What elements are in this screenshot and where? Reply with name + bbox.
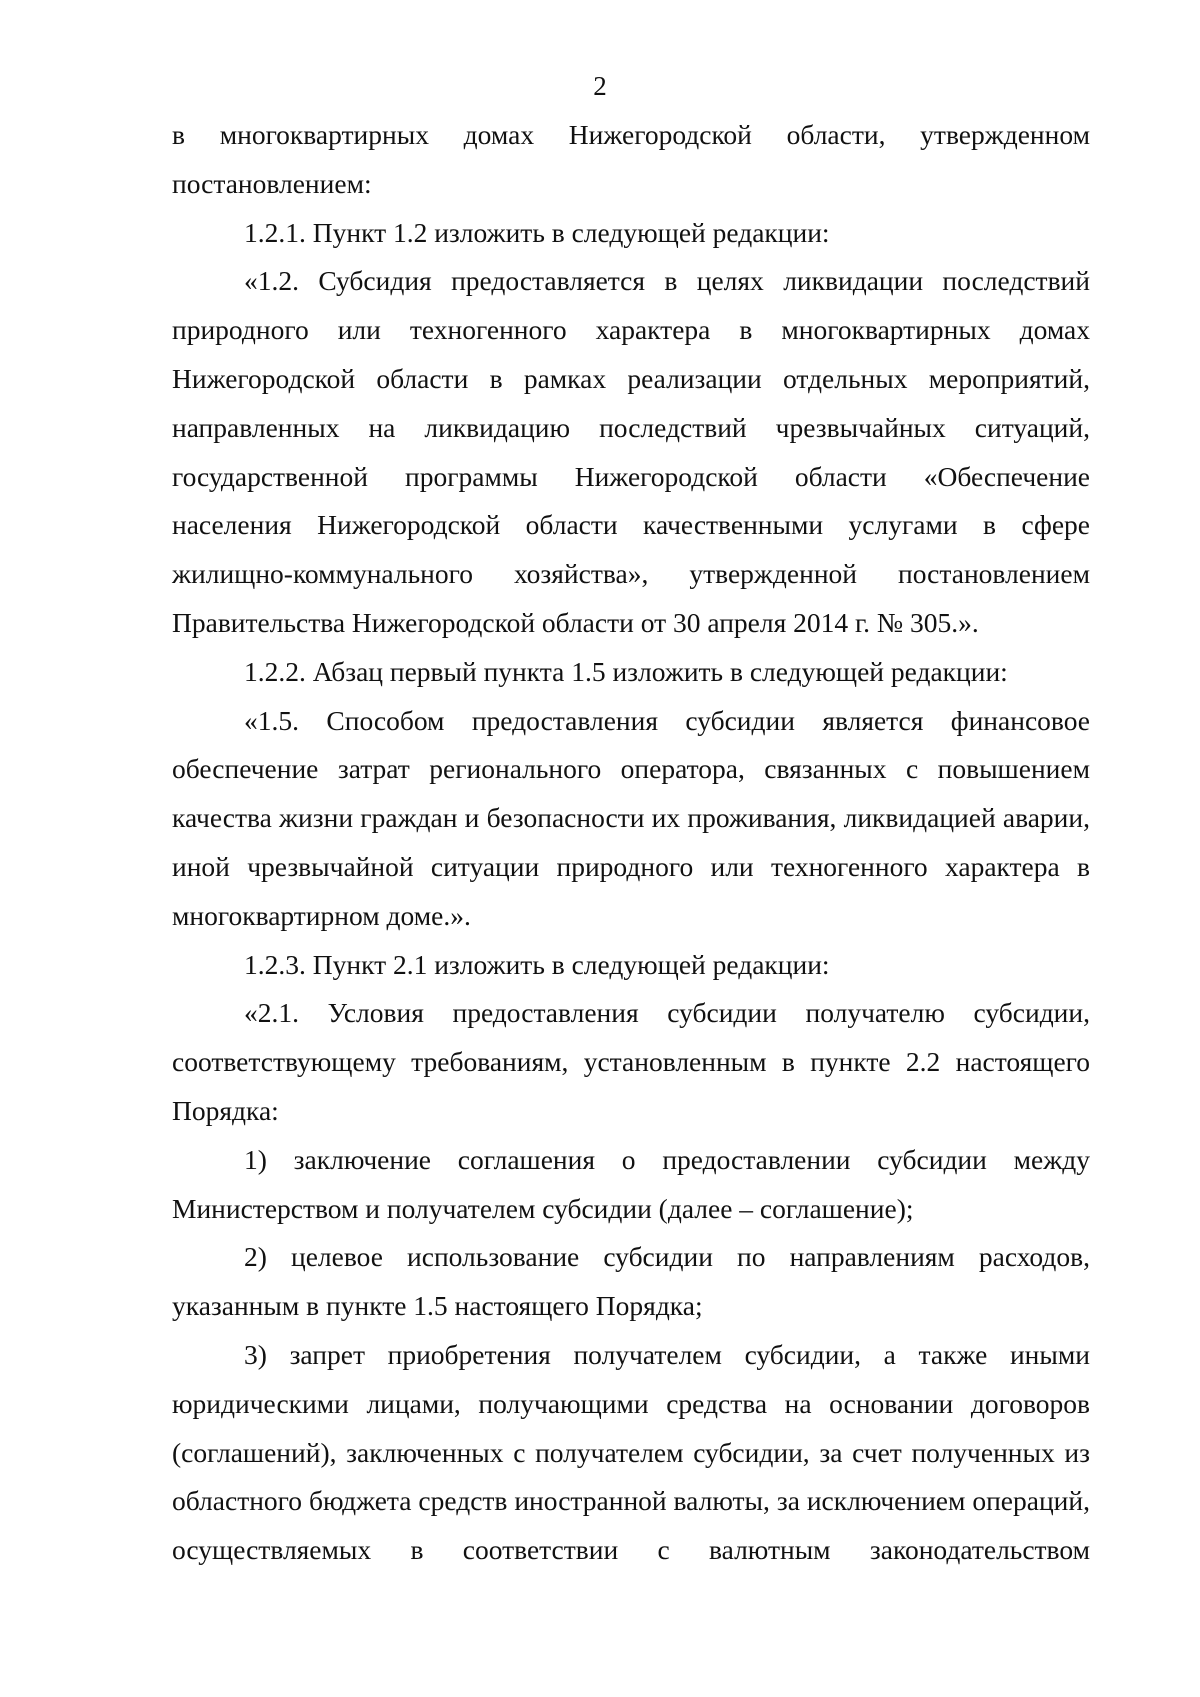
page-number: 2: [593, 71, 607, 101]
paragraph-quote-2-1: «2.1. Условия предоставления субсидии получателю субсидии, соответствующему требованиям, установленным в пункте 2.2 настоящего Порядка:: [172, 997, 1090, 1126]
paragraph-quote-1-2: «1.2. Субсидия предоставляется в целях ликвидации последствий природного или техногенного характера в многоквартирных домах Нижегородской области в рамках реализации отдельных мероприятий, направленных на ликвидацию последствий чрезвычайных ситуаций, государственной программы Нижегородской области «Обеспечение населения Нижегородской области качественными услугами в сфере жилищно-коммунального хозяйства», утвержденной постановлением Правительства Нижегородской области от 30 апреля 2014 г. № 305.».: [172, 265, 1090, 638]
list-item-condition-3: 3) запрет приобретения получателем субсидии, а также иными юридическими лицами, получающими средства на основании договоров (соглашений), заключенных с получателем субсидии, за счет полученных из областного бюджета средств иностранной валюты, за исключением операций, осуществляемых в соответствии с валютным законодательством: [172, 1338, 1090, 1566]
list-item-condition-1: 1) заключение соглашения о предоставлении субсидии между Министерством и получателем субсидии (далее – соглашение);: [172, 1143, 1090, 1224]
document-body: [172, 111, 1090, 1575]
paragraph-clause-1-2-3: 1.2.3. Пункт 2.1 изложить в следующей редакции:: [244, 948, 830, 980]
paragraph-clause-1-2-1: 1.2.1. Пункт 1.2 изложить в следующей редакции:: [244, 216, 830, 248]
paragraph-clause-1-2-2: 1.2.2. Абзац первый пункта 1.5 изложить в следующей редакции:: [244, 655, 1008, 687]
paragraph-continuation: в многоквартирных домах Нижегородской области, утвержденном постановлением:: [172, 119, 1090, 199]
paragraph-quote-1-5: «1.5. Способом предоставления субсидии является финансовое обеспечение затрат регионального оператора, связанных с повышением качества жизни граждан и безопасности их проживания, ликвидацией аварии, иной чрезвычайной ситуации природного или техногенного характера в многоквартирном доме.».: [172, 704, 1090, 931]
list-item-condition-2: 2) целевое использование субсидии по направлениям расходов, указанным в пункте 1.5 настоящего Порядка;: [172, 1241, 1090, 1322]
